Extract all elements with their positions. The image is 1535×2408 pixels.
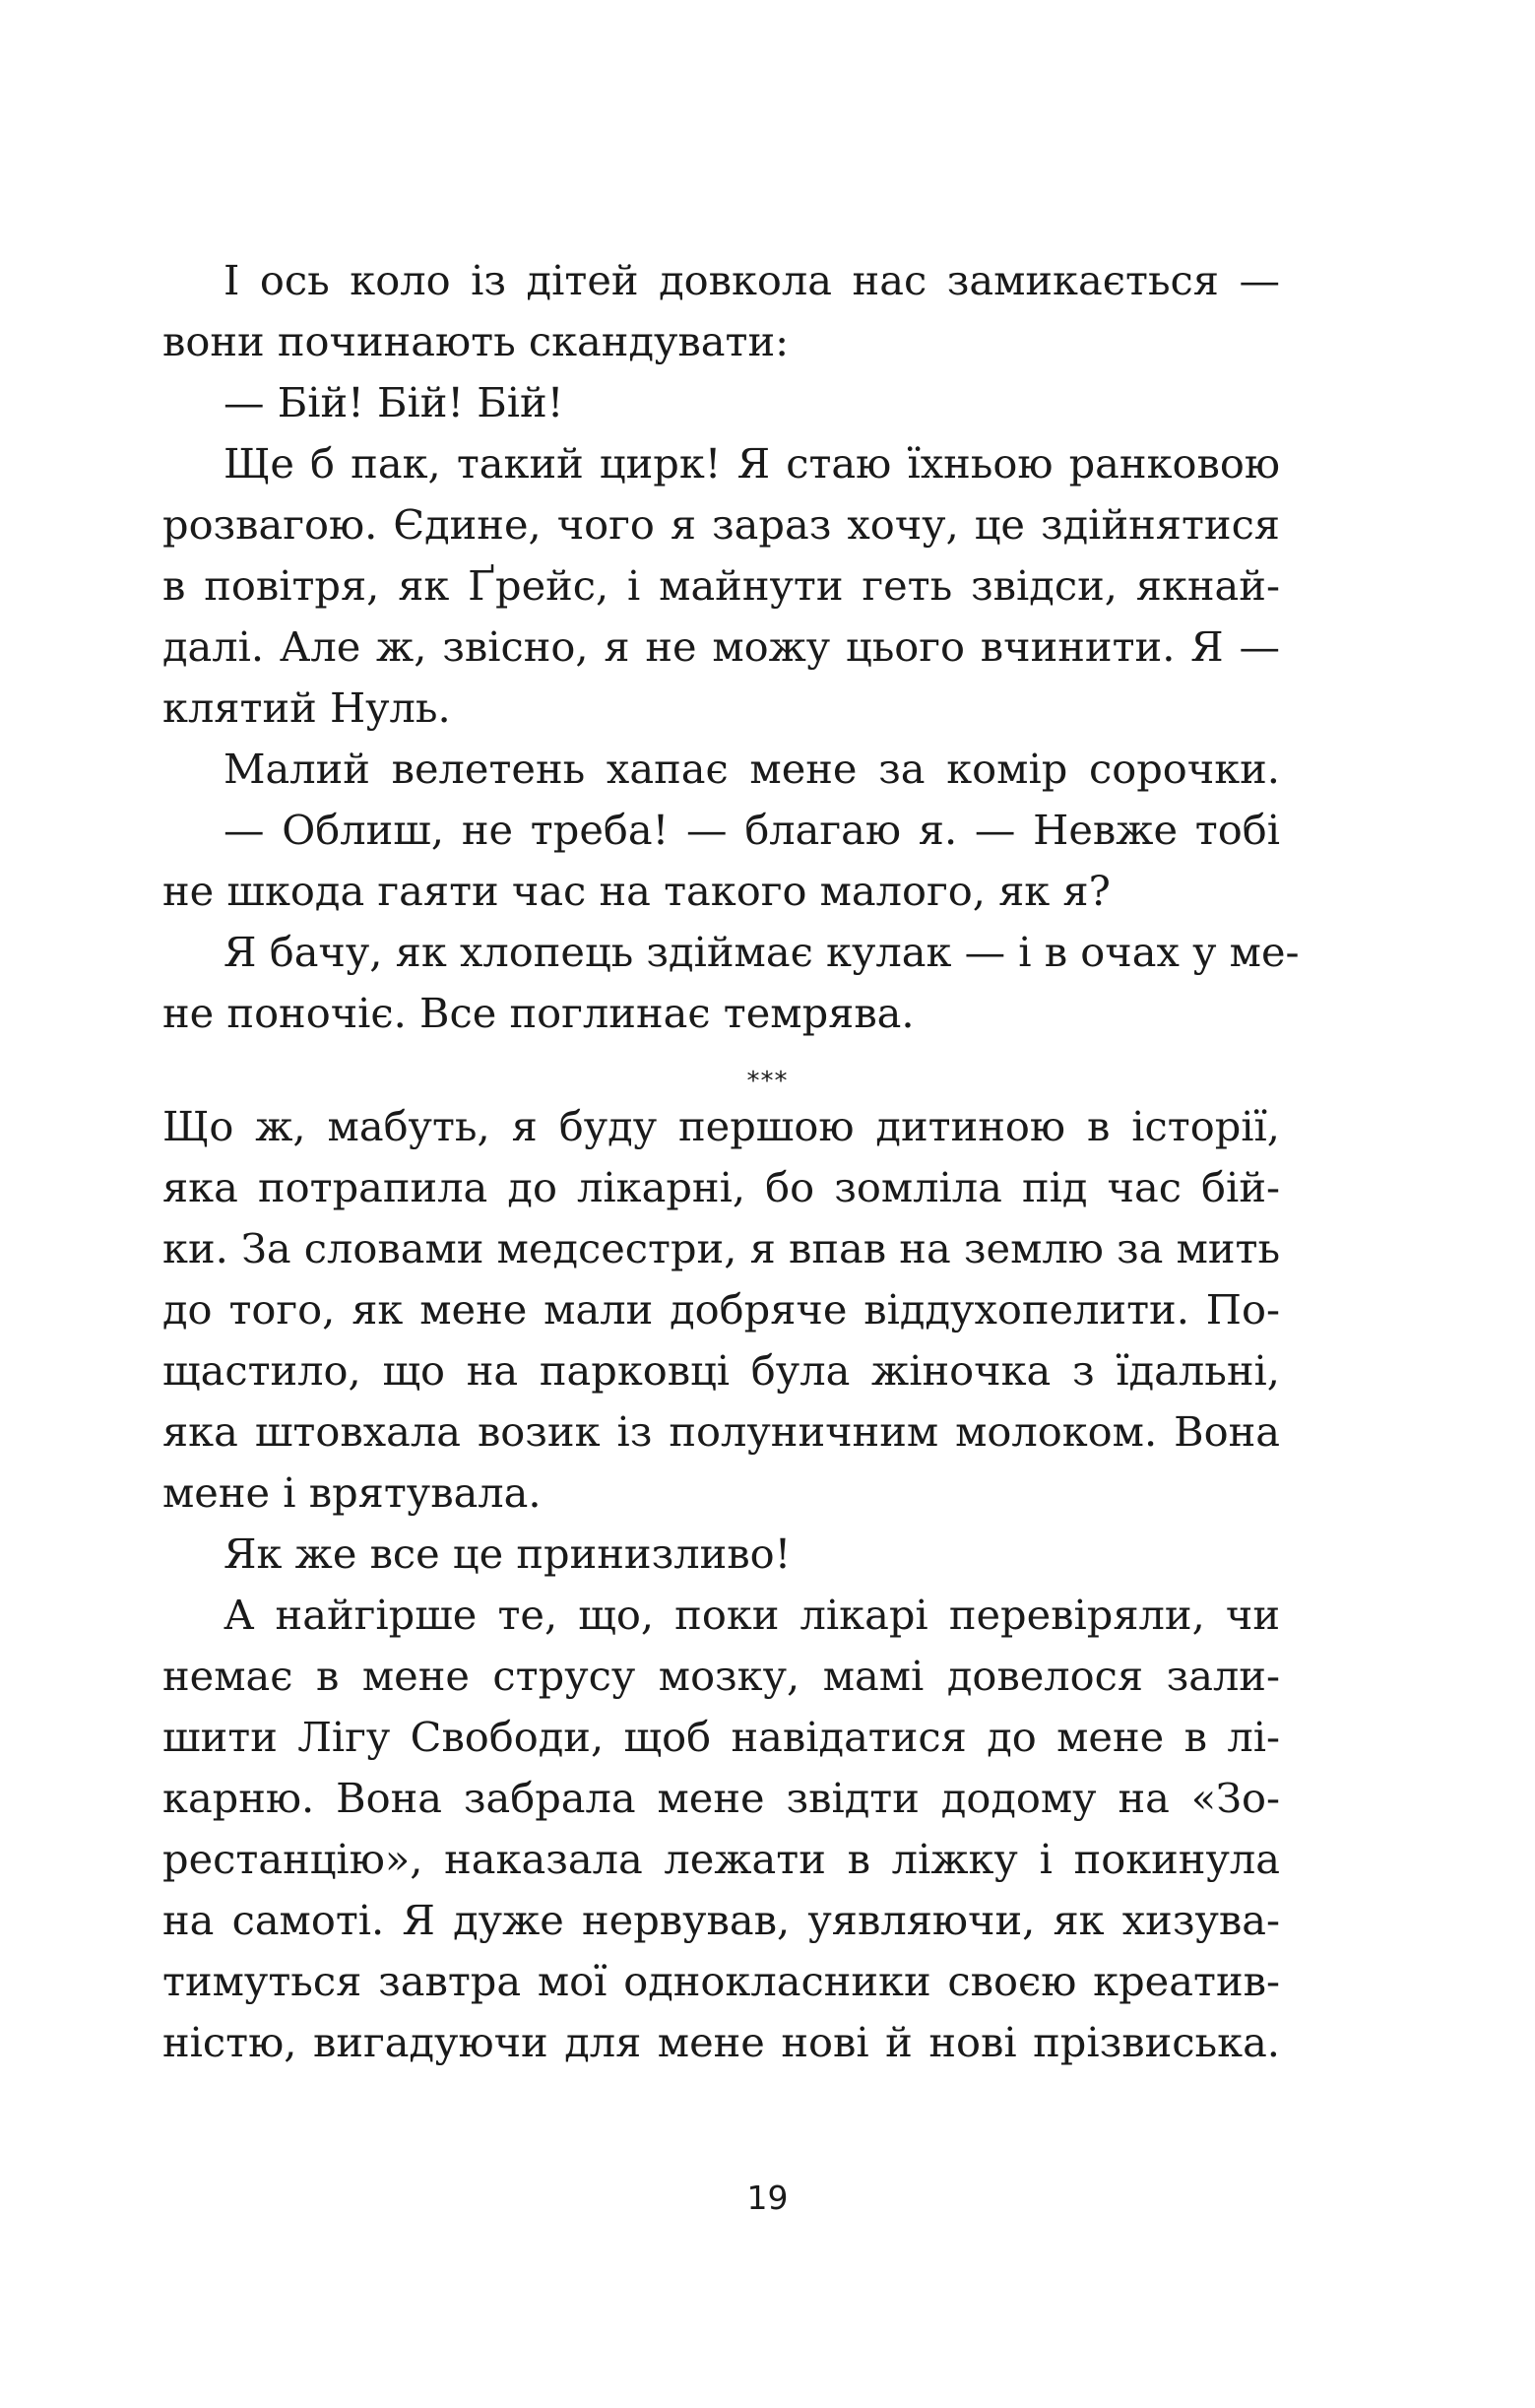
text-line: в повітря, як Ґрейс, і майнути геть звідси, якнай- <box>162 561 1280 610</box>
text-line: Я бачу, як хлопець здіймає кулак — і в очах у ме- <box>224 928 1300 976</box>
text-line: клятий Нуль. <box>162 683 451 732</box>
text-line: не шкода гаяти час на такого малого, як я? <box>162 867 1111 915</box>
text-line: шити Лігу Свободи, щоб навідатися до мене в лі- <box>162 1713 1280 1761</box>
text-line: до того, як мене мали добряче віддухопелити. По- <box>162 1285 1280 1334</box>
text-line: Ще б пак, такий цирк! Я стаю їхньою ранковою <box>224 439 1280 488</box>
text-line: немає в мене струсу мозку, мамі довелося зали- <box>162 1652 1280 1700</box>
text-line: — Облиш, не треба! — благаю я. — Невже тобі <box>224 806 1280 854</box>
text-line: А найгірше те, що, поки лікарі перевіряли, чи <box>224 1591 1280 1639</box>
text-line: яка потрапила до лікарні, бо зомліла під час бій- <box>162 1163 1280 1211</box>
text-line: Малий велетень хапає мене за комір сорочки. <box>224 745 1280 793</box>
text-line: далі. Але ж, звісно, я не можу цього вчинити. Я — <box>162 622 1280 671</box>
text-line: ки. За словами медсестри, я впав на землю за мить <box>162 1224 1281 1272</box>
text-line: вони починають скандувати: <box>162 317 790 365</box>
text-line: розвагою. Єдине, чого я зараз хочу, це здійнятися <box>162 500 1280 549</box>
text-line: рестанцію», наказала лежати в ліжку і покинула <box>162 1835 1280 1883</box>
text-line: ністю, вигадуючи для мене нові й нові прізвиська. <box>162 2018 1280 2066</box>
text-line: І ось коло із дітей довкола нас замикається — <box>224 256 1280 304</box>
text-line: на самоті. Я дуже нервував, уявляючи, як хизува- <box>162 1896 1280 1944</box>
page-number: 19 <box>746 2179 789 2217</box>
section-separator: *** <box>746 1067 789 1096</box>
text-line: тимуться завтра мої однокласники своєю креатив- <box>162 1957 1280 2005</box>
text-section-1 <box>162 250 1300 1044</box>
text-line: Що ж, мабуть, я буду першою дитиною в історії, <box>162 1102 1280 1150</box>
text-section-2 <box>162 1096 1280 2073</box>
text-line: карню. Вона забрала мене звідти додому на «Зо- <box>162 1774 1280 1822</box>
text-line: Як же все це принизливо! <box>224 1529 792 1578</box>
text-line: яка штовхала возик із полуничним молоком. Вона <box>162 1407 1280 1456</box>
text-line: щастило, що на парковці була жіночка з їдальні, <box>162 1346 1280 1395</box>
text-line: — Бій! Бій! Бій! <box>224 378 564 426</box>
text-line: не поночіє. Все поглинає темрява. <box>162 989 915 1037</box>
text-line: мене і врятувала. <box>162 1468 542 1517</box>
